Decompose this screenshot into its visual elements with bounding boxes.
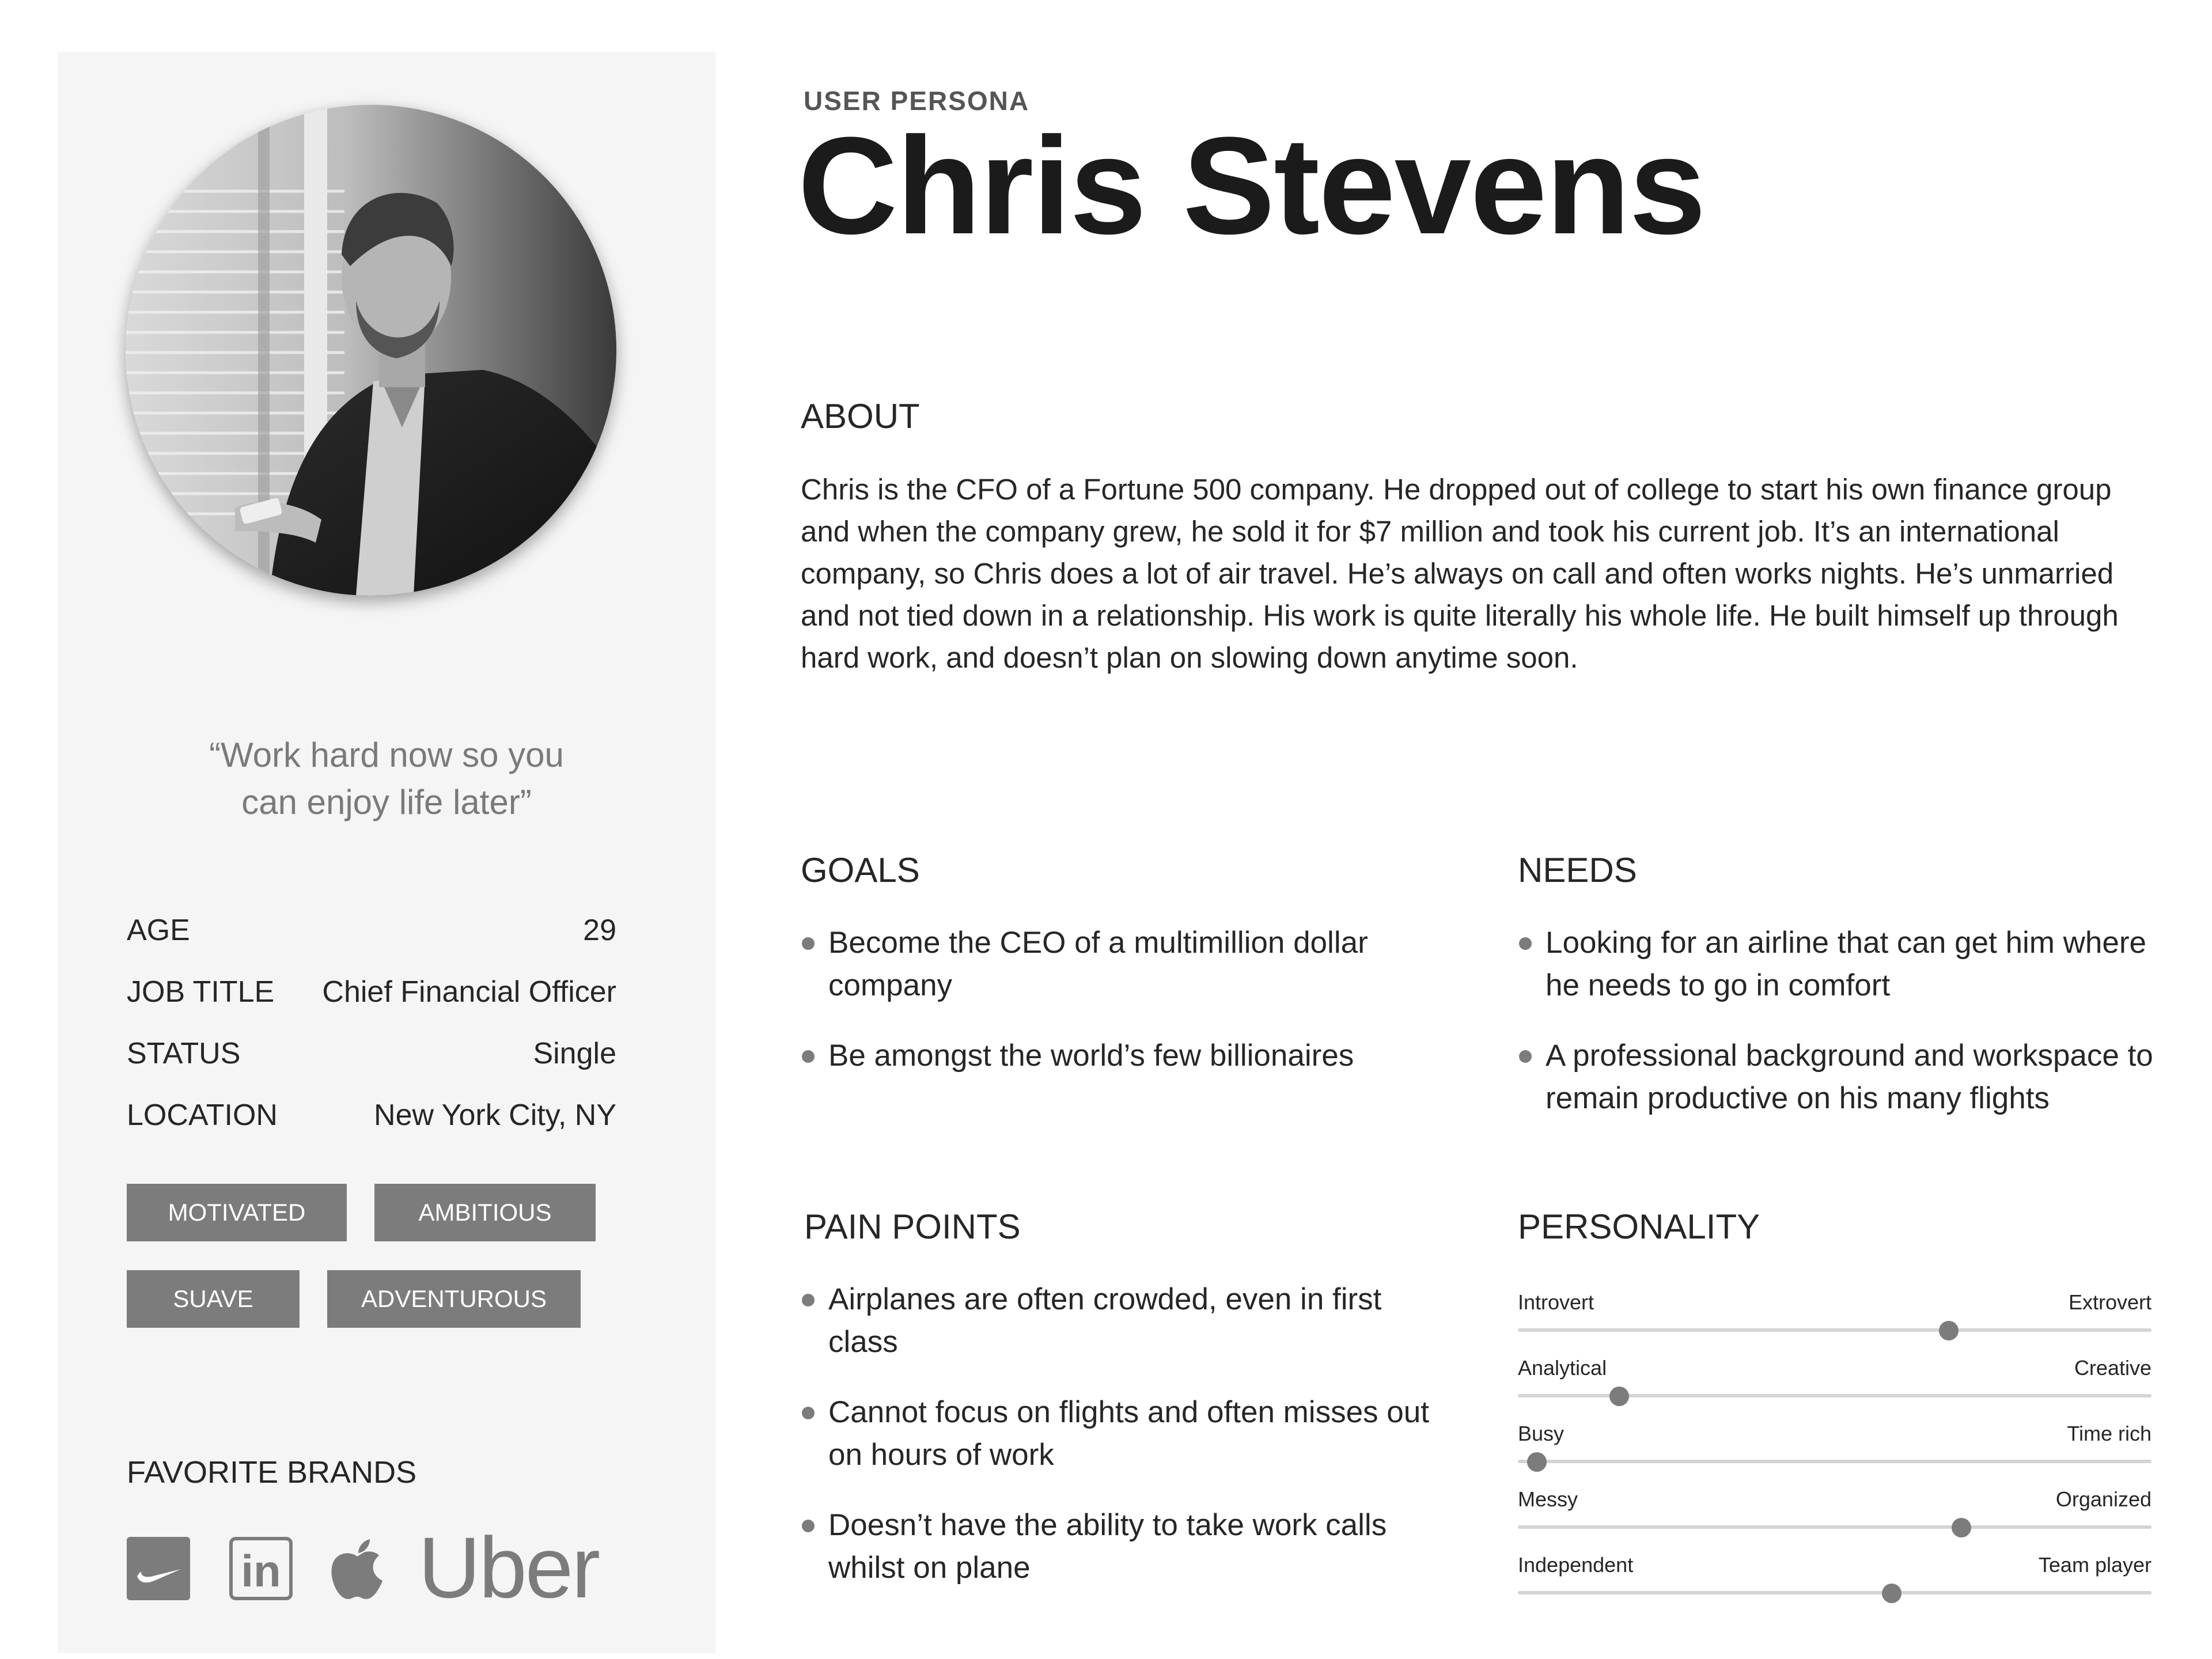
trait-track: [1518, 1460, 2152, 1463]
info-value: New York City, NY: [374, 1099, 616, 1132]
persona-eyebrow: USER PERSONA: [804, 86, 1030, 116]
list-item: [800, 922, 1433, 1007]
goals-title: GOALS: [801, 851, 920, 889]
about-text: Chris is the CFO of a Fortune 500 company. He dropped out of college to start his own finance group and when the company grew, he sold it for $7 million and took his current job. It’s an international company, so Chris does a lot of air travel. He’s always on call and often works nights. He’s unmarried and not tied down in a relationship. His work is quite literally his whole life. He built himself up through hard work, and doesn’t plan on slowing down anytime soon.: [801, 473, 2119, 674]
trait-right-label: Organized: [2055, 1487, 2152, 1511]
trait-busy-time-rich: [1518, 1422, 2152, 1487]
trait-right-label: Time rich: [2067, 1422, 2152, 1445]
list-item: [800, 1504, 1433, 1589]
trait-messy-organized: [1518, 1487, 2152, 1553]
bullet-icon: [802, 1050, 815, 1063]
info-row-age: [127, 913, 616, 975]
info-value: Single: [533, 1037, 616, 1070]
favorite-brands-title: FAVORITE BRANDS: [127, 1455, 417, 1490]
goals-list: [800, 922, 1433, 1105]
trait-right-label: Extrovert: [2068, 1290, 2152, 1314]
goal-text: Become the CEO of a multimillion dollar company: [828, 926, 1368, 1002]
trait-introvert-extrovert: [1518, 1290, 2152, 1356]
needs-title: NEEDS: [1518, 851, 1637, 889]
trait-track: [1518, 1525, 2152, 1529]
trait-independent-team-player: [1518, 1553, 2152, 1619]
pain-point-text: Airplanes are often crowded, even in first class: [828, 1282, 1382, 1359]
trait-left-label: Introvert: [1518, 1290, 1594, 1314]
pain-point-text: Doesn’t have the ability to take work calls whilst on plane: [828, 1508, 1387, 1585]
trait-left-label: Analytical: [1518, 1356, 1607, 1380]
uber-logo-icon: [418, 1519, 599, 1616]
linkedin-logo-icon: [229, 1537, 293, 1603]
info-row-job-title: [127, 975, 616, 1036]
quote-line-2: can enjoy life later”: [241, 783, 532, 821]
pain-points-title: PAIN POINTS: [804, 1207, 1021, 1246]
bullet-icon: [802, 937, 815, 950]
info-row-location: [127, 1098, 616, 1160]
trait-left-label: Independent: [1518, 1553, 1634, 1577]
personality-title: PERSONALITY: [1518, 1207, 1760, 1246]
bullet-icon: [802, 1294, 815, 1306]
list-item: [1517, 1035, 2173, 1120]
about-title: ABOUT: [801, 397, 920, 435]
trait-track: [1518, 1328, 2152, 1332]
info-value: 29: [583, 914, 616, 947]
list-item: [800, 1278, 1433, 1363]
apple-logo-icon: [329, 1538, 385, 1604]
linkedin-logo-text: in: [241, 1546, 281, 1596]
bullet-icon: [802, 1407, 815, 1419]
need-text: Looking for an airline that can get him where he needs to go in comfort: [1546, 926, 2146, 1002]
info-label: LOCATION: [127, 1099, 278, 1132]
trait-left-label: Messy: [1518, 1487, 1578, 1511]
trait-knob: [1952, 1518, 1971, 1537]
pain-point-text: Cannot focus on flights and often misses out on hours of work: [828, 1395, 1429, 1472]
list-item: [1517, 922, 2173, 1007]
info-label: JOB TITLE: [127, 975, 275, 1009]
trait-right-label: Creative: [2074, 1356, 2152, 1380]
info-label: AGE: [127, 914, 190, 947]
quote-line-1: “Work hard now so you: [209, 736, 564, 774]
profile-sidebar: [58, 52, 715, 1653]
trait-right-label: Team player: [2038, 1553, 2152, 1577]
trait-analytical-creative: [1518, 1356, 2152, 1422]
persona-name: Chris Stevens: [798, 108, 1705, 263]
trait-knob: [1609, 1387, 1629, 1406]
profile-photo: [126, 105, 616, 596]
trait-tags: [127, 1184, 645, 1357]
list-item: [800, 1391, 1433, 1476]
list-item: [800, 1035, 1433, 1077]
tag-suave: SUAVE: [127, 1270, 300, 1328]
info-value: Chief Financial Officer: [322, 975, 616, 1009]
pain-points-list: [800, 1278, 1433, 1617]
tag-adventurous: ADVENTUROUS: [327, 1270, 581, 1328]
bullet-icon: [802, 1520, 815, 1532]
info-row-status: [127, 1036, 616, 1098]
goal-text: Be amongst the world’s few billionaires: [828, 1039, 1354, 1073]
persona-quote: [58, 732, 715, 826]
trait-left-label: Busy: [1518, 1422, 1565, 1445]
personality-sliders: [1518, 1290, 2152, 1619]
info-list: [127, 913, 616, 1160]
needs-list: [1517, 922, 2173, 1147]
tag-ambitious: AMBITIOUS: [374, 1184, 596, 1241]
trait-knob: [1939, 1321, 1959, 1340]
info-label: STATUS: [127, 1037, 241, 1070]
uber-logo-text: Uber: [418, 1519, 599, 1616]
trait-knob: [1882, 1584, 1902, 1603]
tag-motivated: MOTIVATED: [127, 1184, 347, 1241]
trait-track: [1518, 1591, 2152, 1594]
trait-knob: [1527, 1452, 1547, 1472]
bullet-icon: [1519, 937, 1532, 950]
avatar: [126, 105, 616, 596]
nike-logo-icon: [127, 1537, 190, 1603]
need-text: A professional background and workspace to remain productive on his many flights: [1546, 1039, 2153, 1115]
bullet-icon: [1519, 1050, 1532, 1063]
